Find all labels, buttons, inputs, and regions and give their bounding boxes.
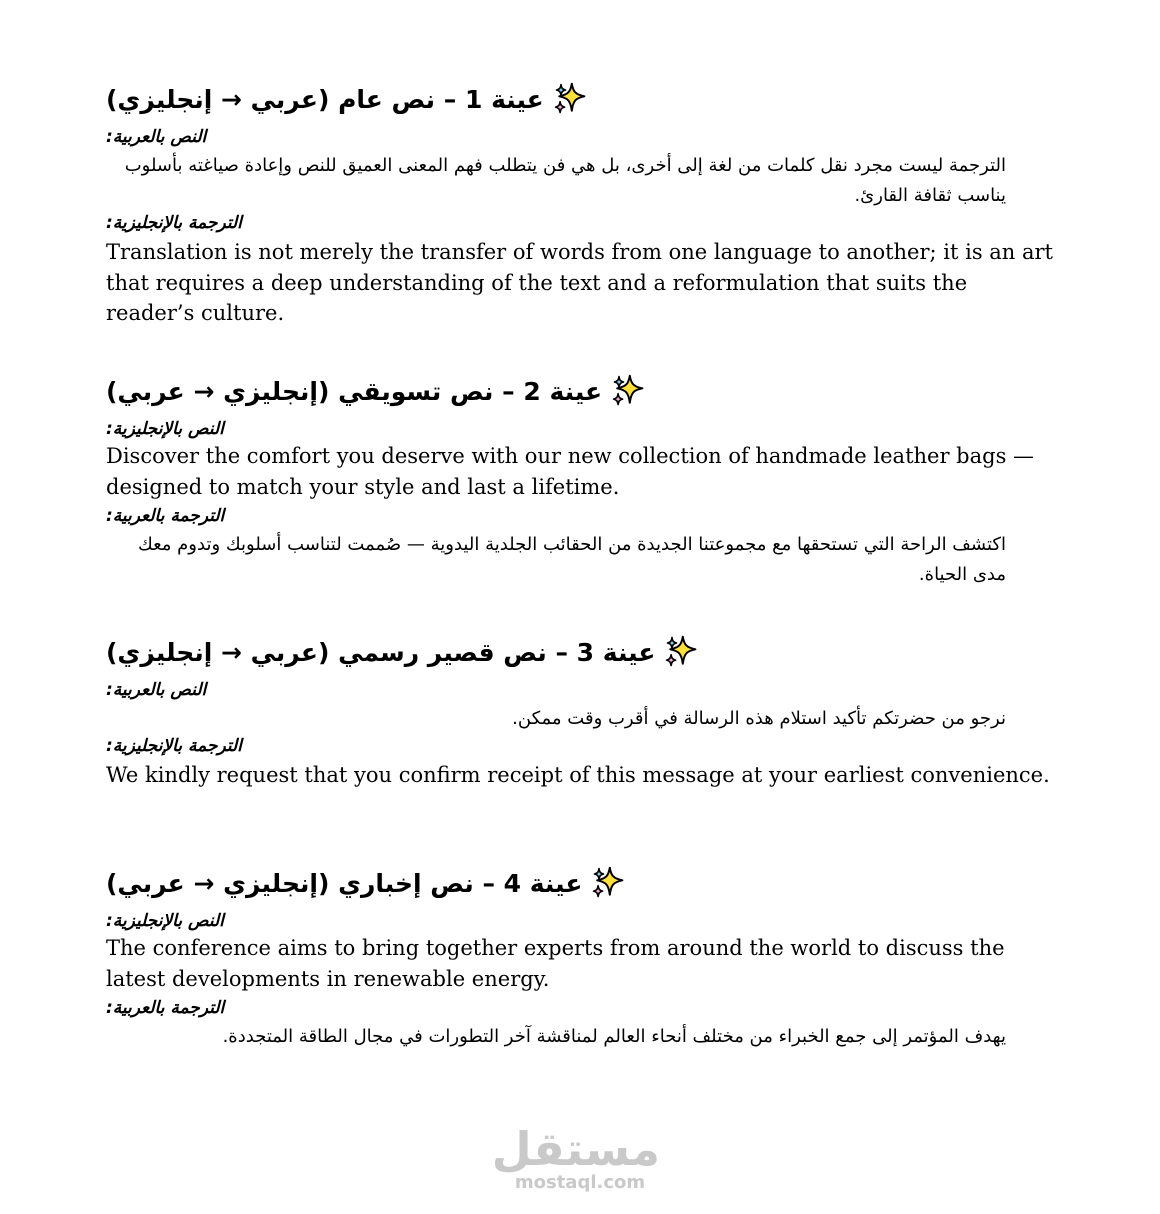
sample-heading	[106, 632, 1066, 672]
translation-label: الترجمة بالإنجليزية:	[106, 736, 242, 756]
sample-title: عينة 2 – نص تسويقي (إنجليزي → عربي)	[106, 376, 603, 406]
sample-title: عينة 3 – نص قصير رسمي (عربي → إنجليزي)	[106, 637, 656, 667]
translation-text: We kindly request that you confirm receipt of this message at your earliest convenience.	[106, 763, 1050, 787]
translation-label: الترجمة بالعربية:	[106, 506, 225, 526]
source-text: الترجمة ليست مجرد نقل كلمات من لغة إلى أخرى، بل هي فن يتطلب فهم المعنى العميق للنص وإعادة صياغته بأسلوب يناسب ثقافة القارئ.	[124, 155, 1006, 206]
sparkles-icon	[590, 865, 626, 901]
source-text: The conference aims to bring together experts from around the world to discuss the latest developments in renewable energy.	[106, 936, 1005, 991]
sparkles-icon	[663, 634, 699, 670]
source-label: النص بالعربية:	[106, 127, 207, 147]
source-text: Discover the comfort you deserve with our new collection of handmade leather bags — designed to match your style and last a lifetime.	[106, 444, 1035, 499]
source-label: النص بالإنجليزية:	[106, 911, 224, 931]
sparkles-icon	[610, 373, 646, 409]
sample-heading	[106, 79, 1066, 119]
sample-1	[106, 79, 1066, 329]
translation-text: Translation is not merely the transfer of words from one language to another; it is an art that requires a deep understanding of the text and a reformulation that suits the reader’s culture.	[106, 240, 1053, 325]
sparkles-icon	[552, 81, 588, 117]
sample-3	[106, 632, 1066, 791]
watermark-arabic: مستقل	[491, 1122, 660, 1176]
sample-2	[106, 371, 1066, 590]
source-label: النص بالعربية:	[106, 680, 207, 700]
source-text: نرجو من حضرتكم تأكيد استلام هذه الرسالة في أقرب وقت ممكن.	[512, 708, 1006, 729]
mostaql-watermark	[491, 1122, 660, 1193]
sample-title: عينة 1 – نص عام (عربي → إنجليزي)	[106, 84, 544, 114]
translation-label: الترجمة بالعربية:	[106, 998, 225, 1018]
translation-label: الترجمة بالإنجليزية:	[106, 213, 242, 233]
sample-title: عينة 4 – نص إخباري (إنجليزي → عربي)	[106, 868, 583, 898]
sample-heading	[106, 371, 1066, 411]
source-label: النص بالإنجليزية:	[106, 419, 224, 439]
sample-4	[106, 863, 1066, 1052]
watermark-latin: mostaql.com	[514, 1172, 646, 1193]
translation-text: يهدف المؤتمر إلى جمع الخبراء من مختلف أنحاء العالم لمناقشة آخر التطورات في مجال الطاقة المتجددة.	[222, 1026, 1006, 1047]
sample-heading	[106, 863, 1066, 903]
translation-text: اكتشف الراحة التي تستحقها مع مجموعتنا الجديدة من الحقائب الجلدية اليدوية — صُممت لتناسب أسلوبك وتدوم معك مدى الحياة.	[137, 534, 1006, 585]
